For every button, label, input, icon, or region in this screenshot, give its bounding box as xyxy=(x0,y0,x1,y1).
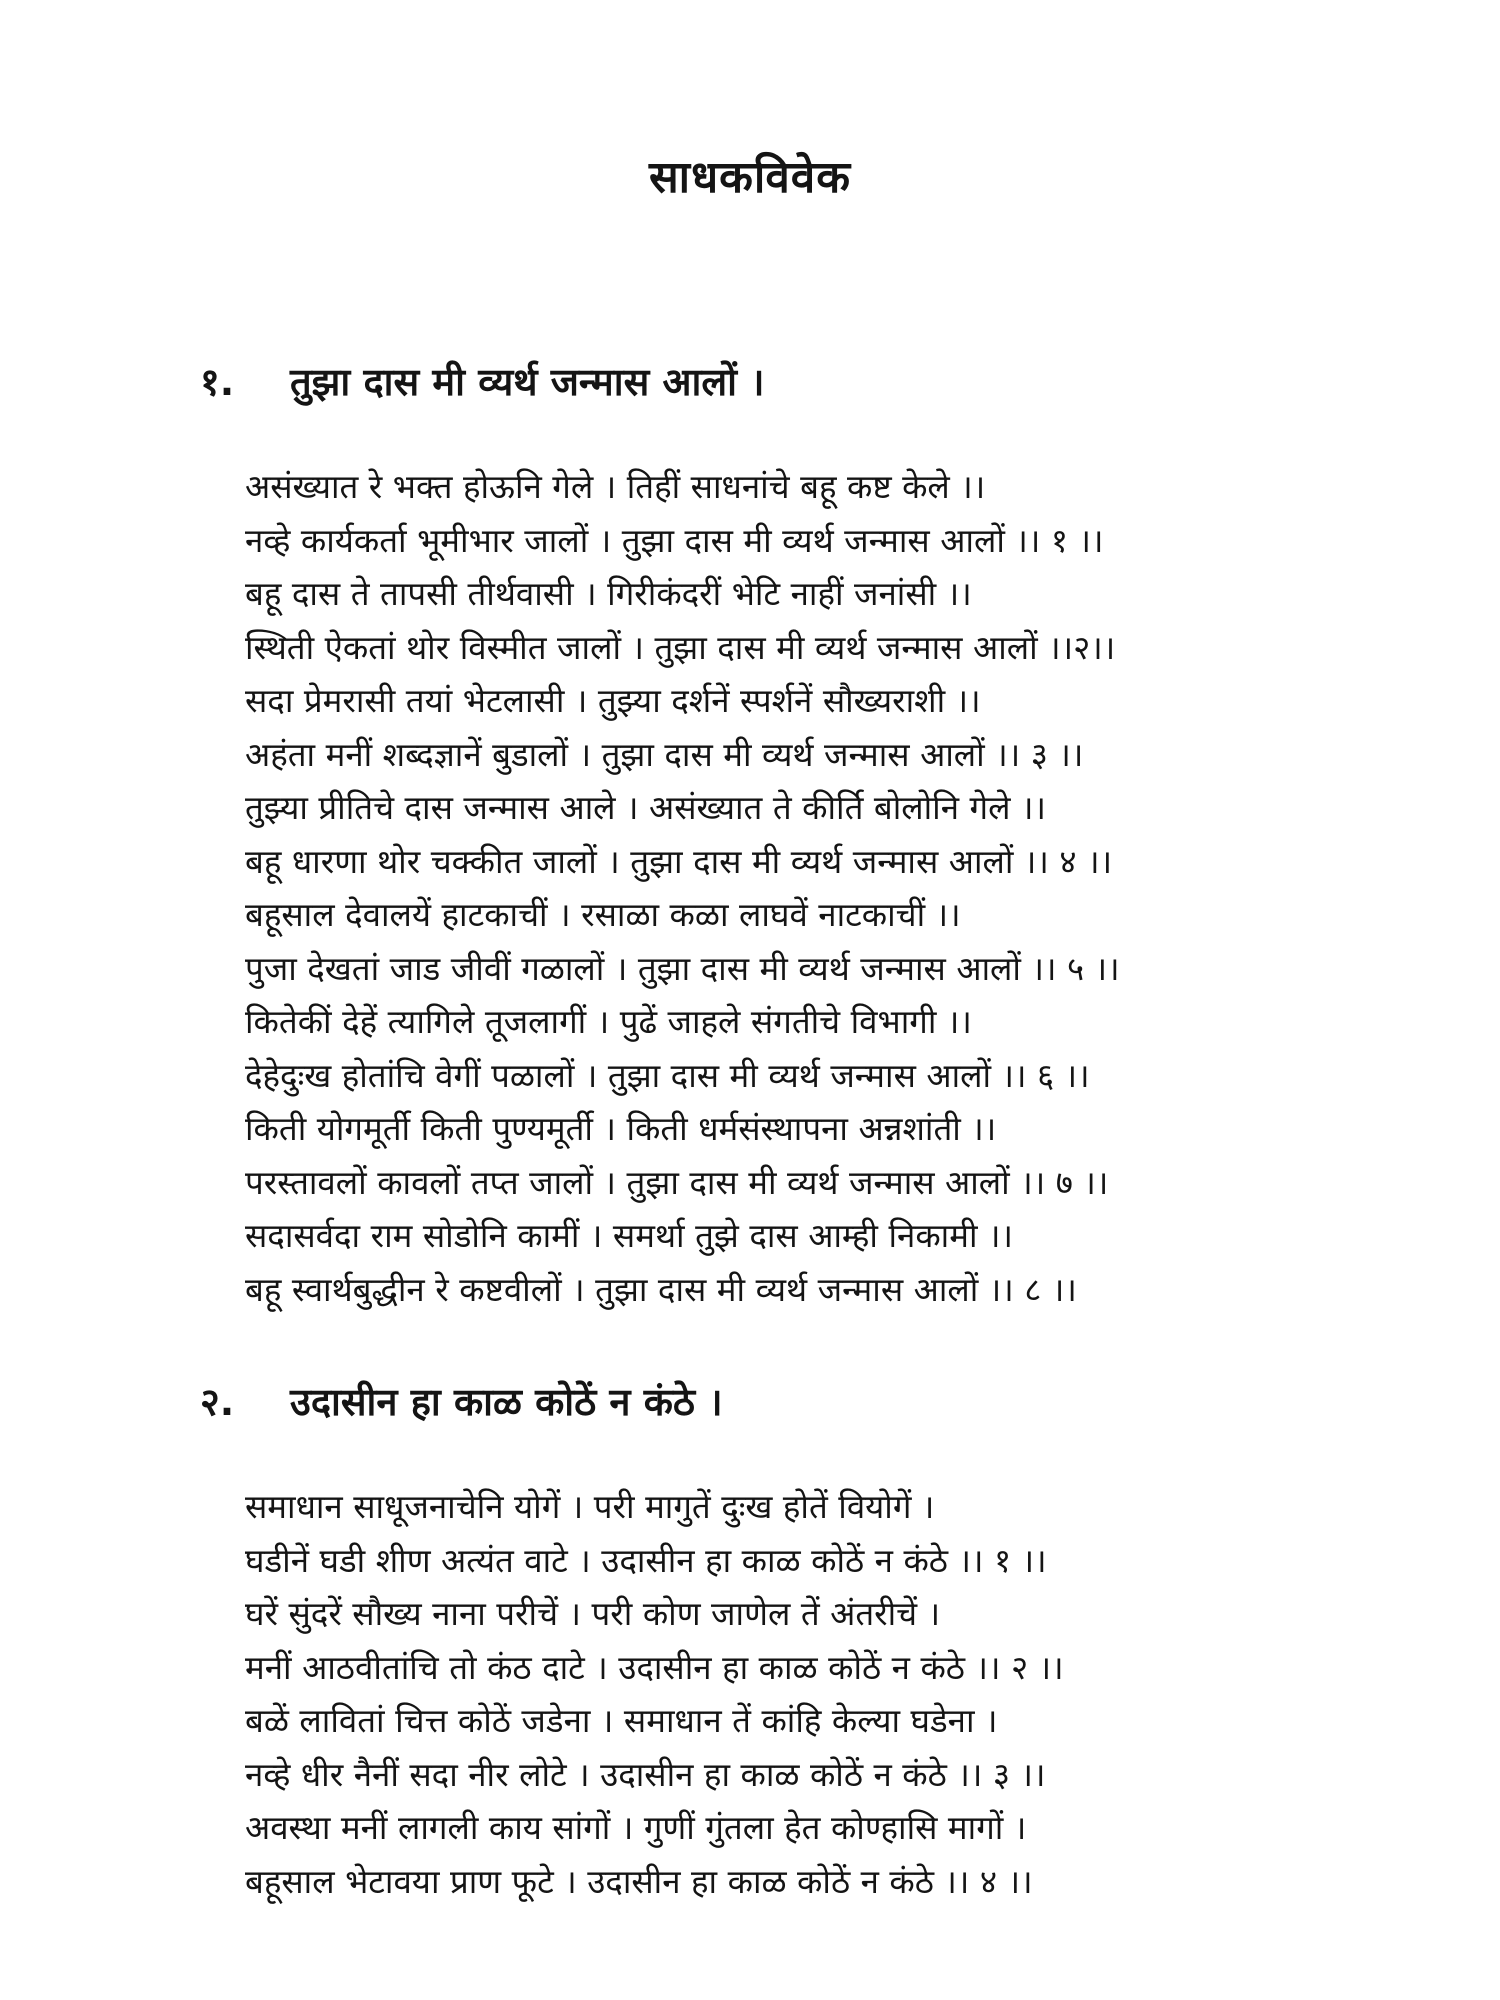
verse-line: सदा प्रेमरासी तयां भेटलासी । तुझ्या दर्शनें स्पर्शनें सौख्यराशी ।। xyxy=(245,681,981,720)
section-heading xyxy=(200,1375,723,1427)
verse-line: पुजा देखतां जाड जीवीं गळालों । तुझा दास मी व्यर्थ जन्मास आलों ।। ५ ।। xyxy=(245,948,1120,988)
verse-line: किती योगमूर्ती किती पुण्यमूर्ती । किती धर्मसंस्थापना अन्नशांती ।। xyxy=(245,1109,997,1148)
verse-line: समाधान साधूजनाचेनि योगें । परी मागुतें दुःख होतें वियोगें । xyxy=(245,1487,935,1526)
verse-line: नव्हे कार्यकर्ता भूमीभार जालों । तुझा दास मी व्यर्थ जन्मास आलों ।। १ ।। xyxy=(245,520,1104,560)
section-number: १. xyxy=(200,360,235,404)
verse-line: बळें लावितां चित्त कोठें जडेना । समाधान तें कांहि केल्या घडेना । xyxy=(245,1701,998,1740)
section-title: तुझा दास मी व्यर्थ जन्मास आलों । xyxy=(290,360,765,404)
verse-line: अवस्था मनीं लागली काय सांगों । गुणीं गुंतला हेत कोण्हासि मागों । xyxy=(245,1808,1027,1847)
verse-line: बहूसाल भेटावया प्राण फूटे । उदासीन हा काळ कोठें न कंठे ।। ४ ।। xyxy=(245,1861,1033,1901)
section-heading xyxy=(200,355,765,407)
page-title: साधकविवेक xyxy=(648,152,852,203)
verse-line: बहू दास ते तापसी तीर्थवासी । गिरीकंदरीं भेटि नाहीं जनांसी ।। xyxy=(245,574,972,613)
verse-list xyxy=(245,460,1120,1316)
section-title: उदासीन हा काळ कोठें न कंठे । xyxy=(290,1380,723,1424)
verse-line: घडीनें घडी शीण अत्यंत वाटे । उदासीन हा काळ कोठें न कंठे ।। १ ।। xyxy=(245,1540,1047,1580)
verse-line: असंख्यात रे भक्त होऊनि गेले । तिहीं साधनांचे बहू कष्ट केले ।। xyxy=(245,467,986,506)
verse-line: देहेदुःख होतांचि वेगीं पळालों । तुझा दास मी व्यर्थ जन्मास आलों ।। ६ ।। xyxy=(245,1055,1090,1095)
verse-line: तुझ्या प्रीतिचे दास जन्मास आले । असंख्यात ते कीर्ति बोलोनि गेले ।। xyxy=(245,788,1046,827)
section-number: २. xyxy=(200,1380,235,1424)
verse-line: बहूसाल देवालयें हाटकाचीं । रसाळा कळा लाघवें नाटकाचीं ।। xyxy=(245,895,961,934)
verse-list xyxy=(245,1480,1064,1908)
verse-line: बहू धारणा थोर चक्कीत जालों । तुझा दास मी व्यर्थ जन्मास आलों ।। ४ ।। xyxy=(245,841,1113,881)
verse-line: कितेकीं देहें त्यागिले तूजलागीं । पुढें जाहले संगतीचे विभागी ।। xyxy=(245,1002,972,1041)
verse-line: सदासर्वदा राम सोडोनि कामीं । समर्था तुझे दास आम्ही निकामी ।। xyxy=(245,1216,1013,1255)
verse-line: मनीं आठवीतांचि तो कंठ दाटे । उदासीन हा काळ कोठें न कंठे ।। २ ।। xyxy=(245,1647,1064,1687)
verse-line: नव्हे धीर नैनीं सदा नीर लोटे । उदासीन हा काळ कोठें न कंठे ।। ३ ।। xyxy=(245,1754,1046,1794)
verse-line: स्थिती ऐकतां थोर विस्मीत जालों । तुझा दास मी व्यर्थ जन्मास आलों ।।२।। xyxy=(245,627,1116,667)
verse-line: बहू स्वार्थबुद्धीन रे कष्टवीलों । तुझा दास मी व्यर्थ जन्मास आलों ।। ८ ।। xyxy=(245,1269,1077,1309)
verse-line: घरें सुंदरें सौख्य नाना परीचें । परी कोण जाणेल तें अंतरीचें । xyxy=(245,1594,941,1633)
verse-line: परस्तावलों कावलों तप्त जालों । तुझा दास मी व्यर्थ जन्मास आलों ।। ७ ।। xyxy=(245,1162,1109,1202)
verse-line: अहंता मनीं शब्दज्ञानें बुडालों । तुझा दास मी व्यर्थ जन्मास आलों ।। ३ ।। xyxy=(245,734,1084,774)
